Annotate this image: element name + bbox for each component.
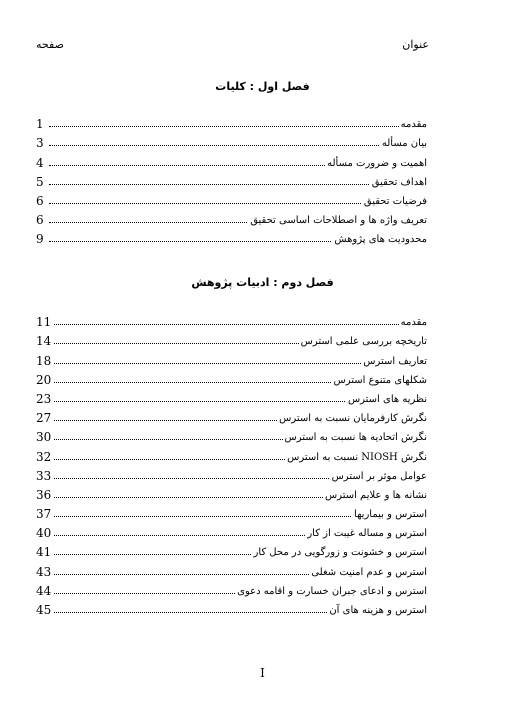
toc-entry-label: بیان مسأله — [381, 138, 427, 150]
toc-entry-label: عوامل موثر بر استرس — [331, 470, 427, 482]
toc-entry — [36, 580, 427, 599]
toc-entry — [36, 209, 427, 228]
toc-entry-page: 5 — [36, 174, 44, 189]
toc-entry — [36, 349, 427, 368]
toc-entry-label: استرس و عدم امنیت شغلی — [311, 566, 427, 578]
toc-entry-label: نظریه های استرس — [347, 393, 427, 405]
dot-leader — [49, 126, 427, 127]
toc-entry — [36, 484, 427, 503]
toc-entry-page: 6 — [36, 193, 44, 208]
toc-entry — [36, 560, 427, 579]
dot-leader — [49, 145, 427, 146]
toc-entry-page: 36 — [36, 487, 52, 502]
toc-entry-label: نگرش کارفرمایان نسبت به استرس — [279, 413, 427, 425]
toc-entry — [36, 541, 427, 560]
toc-entry — [36, 171, 427, 190]
toc-entry — [36, 369, 427, 388]
toc-entry-label: اهمیت و ضرورت مسأله — [327, 157, 427, 169]
header-page-label: صفحه — [36, 38, 64, 51]
toc-entry-label: محدودیت های پژوهش — [334, 234, 427, 246]
toc-entry — [36, 522, 427, 541]
toc-entry-page: 37 — [36, 507, 52, 522]
toc-entry-page: 41 — [36, 545, 52, 560]
toc-entry-label: مقدمه — [400, 119, 427, 131]
toc-entry-page: 9 — [36, 232, 44, 247]
toc-entry-label: نگرش NIOSH نسبت به استرس — [287, 451, 427, 463]
toc-entry-page: 45 — [36, 603, 52, 617]
toc-entry-page: 23 — [36, 391, 52, 406]
toc-entry-page: 1 — [36, 117, 44, 132]
toc-entry-label: استرس و مساله غیبت از کار — [307, 528, 427, 540]
toc-entry-label: تاریخچه بررسی علمی استرس — [300, 336, 427, 348]
toc-entry — [36, 599, 427, 618]
toc-entry-page: 27 — [36, 411, 52, 426]
toc-entry — [36, 311, 427, 330]
toc-entry-label: نشانه ها و علایم استرس — [324, 489, 427, 501]
toc-entry-label: استرس و هزینه های آن — [329, 605, 427, 616]
toc-entry-page: 40 — [36, 526, 52, 541]
toc-entry-page: 43 — [36, 564, 52, 579]
toc-entry — [36, 426, 427, 445]
toc-entry-page: 3 — [36, 136, 44, 151]
toc-entry-label: تعاریف استرس — [363, 355, 427, 367]
chapter-2-toc — [36, 311, 427, 618]
page-number: I — [260, 666, 265, 680]
toc-entry-page: 32 — [36, 449, 52, 464]
toc-entry-page: 6 — [36, 213, 44, 228]
toc-entry-page: 18 — [36, 353, 52, 368]
toc-entry — [36, 113, 427, 132]
toc-entry-label: تعریف واژه ها و اصطلاحات اساسی تحقیق — [250, 215, 427, 227]
toc-entry-label: مقدمه — [400, 317, 427, 329]
toc-entry — [36, 228, 427, 247]
dot-leader — [49, 324, 427, 325]
toc-entry-page: 44 — [36, 583, 52, 598]
toc-entry — [36, 132, 427, 151]
chapter-1-title: فصل اول : کلیات — [215, 80, 310, 93]
toc-entry — [36, 190, 427, 209]
toc-entry — [36, 465, 427, 484]
toc-entry — [36, 388, 427, 407]
toc-entry-page: 30 — [36, 430, 52, 445]
toc-entry-label: استرس و ادعای جبران خسارت و اقامه دعوی — [237, 585, 427, 597]
toc-entry — [36, 330, 427, 349]
chapter-1-toc — [36, 113, 427, 247]
toc-entry — [36, 407, 427, 426]
toc-entry-label: اهداف تحقیق — [371, 176, 427, 188]
toc-entry-label: استرس و بیماریها — [354, 509, 427, 521]
toc-entry-page: 33 — [36, 468, 52, 483]
toc-entry — [36, 151, 427, 170]
toc-entry-label: شکلهای متنوع استرس — [333, 374, 427, 386]
toc-entry-label: استرس و خشونت و زورگویی در محل کار — [253, 547, 427, 559]
toc-entry-page: 11 — [36, 315, 52, 330]
header-title-label: عنوان — [402, 38, 429, 51]
toc-entry-page: 20 — [36, 372, 52, 387]
toc-entry — [36, 445, 427, 464]
toc-entry-label: نگرش اتحادیه ها نسبت به استرس — [284, 432, 427, 444]
toc-entry — [36, 503, 427, 522]
chapter-2-title: فصل دوم : ادبیات پژوهش — [191, 276, 334, 289]
toc-entry-page: 14 — [36, 334, 52, 349]
toc-entry-page: 4 — [36, 155, 44, 170]
toc-entry-label: فرضیات تحقیق — [363, 195, 427, 207]
